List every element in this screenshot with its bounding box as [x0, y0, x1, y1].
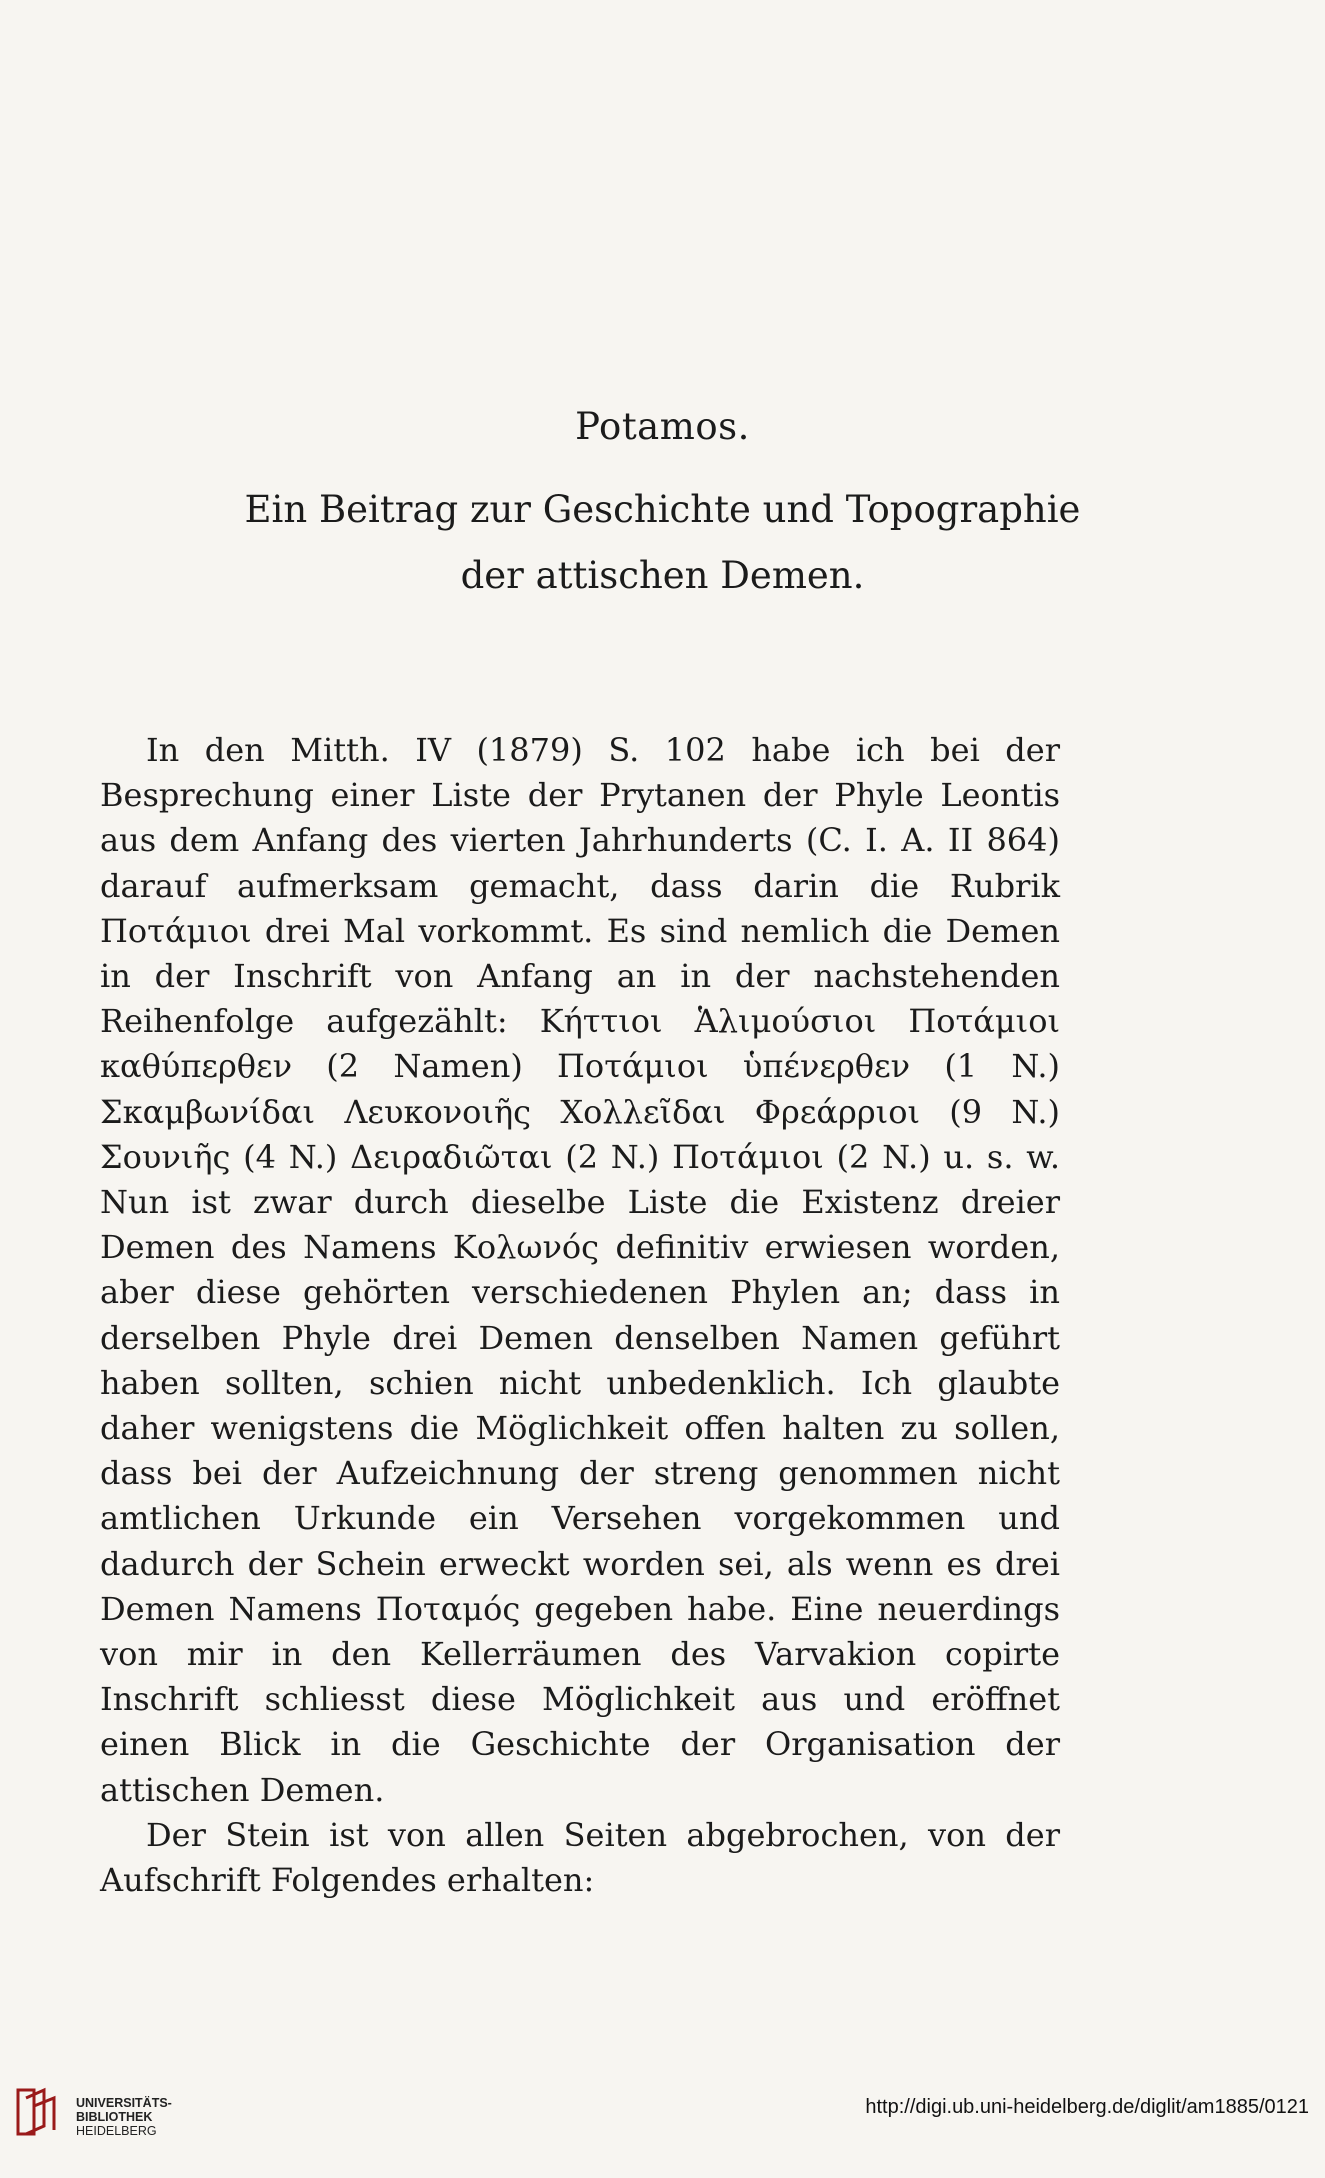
library-line-1: UNIVERSITÄTS- — [76, 2096, 172, 2110]
library-line-3: HEIDELBERG — [76, 2124, 157, 2138]
library-line-2: BIBLIOTHEK — [76, 2110, 153, 2124]
body-text — [100, 728, 1060, 1903]
library-logo-icon — [14, 2086, 66, 2138]
subtitle-line-2: der attischen Demen. — [460, 554, 865, 597]
page-title: Potamos. — [575, 405, 750, 448]
library-name — [76, 2096, 172, 2138]
subtitle-line-1: Ein Beitrag zur Geschichte und Topographie — [244, 488, 1081, 531]
paragraph-2: Der Stein ist von allen Seiten abgebrochen, von der Aufschrift Folgendes erhalten: — [100, 1815, 1060, 1900]
source-url[interactable]: http://digi.ub.uni-heidelberg.de/diglit/am1885/0121 — [865, 2096, 1309, 2118]
paragraph-1: In den Mitth. IV (1879) S. 102 habe ich bei der Besprechung einer Liste der Prytanen der Phyle Leontis aus dem Anfang des vierten Jahrhunderts (C. I. A. II 864) darauf aufmerksam gemacht, dass darin die Rubrik Ποτάμιοι drei Mal vorkommt. Es sind nemlich die Demen in der Inschrift von Anfang an in der nachstehenden Reihenfolge aufgezählt: Κήττιοι Ἁλιμούσιοι Ποτάμιοι καθύπερθεν (2 Namen) Ποτάμιοι ὑπένερθεν (1 N.) Σκαμβωνίδαι Λευκονοιῆς Χολλεῖδαι Φρεάρριοι (9 N.) Σουνιῆς (4 N.) Δειραδιῶται (2 N.) Ποτάμιοι (2 N.) u. s. w. Nun ist zwar durch dieselbe Liste die Existenz dreier Demen des Namens Κολωνός definitiv erwiesen worden, aber diese gehörten verschiedenen Phylen an; dass in derselben Phyle drei Demen denselben Namen geführt haben sollten, schien nicht unbedenklich. Ich glaubte daher wenigstens die Möglichkeit offen halten zu sollen, dass bei der Aufzeichnung der streng genommen nicht amtlichen Urkunde ein Versehen vorgekommen und dadurch der Schein erweckt worden sei, als wenn es drei Demen Namens Ποταμός gegeben habe. Eine neuerdings von mir in den Kellerräumen des Varvakion copirte Inschrift schliesst diese Möglichkeit aus und eröffnet einen Blick in die Geschichte der Organisation der attischen Demen. — [100, 731, 1060, 1809]
